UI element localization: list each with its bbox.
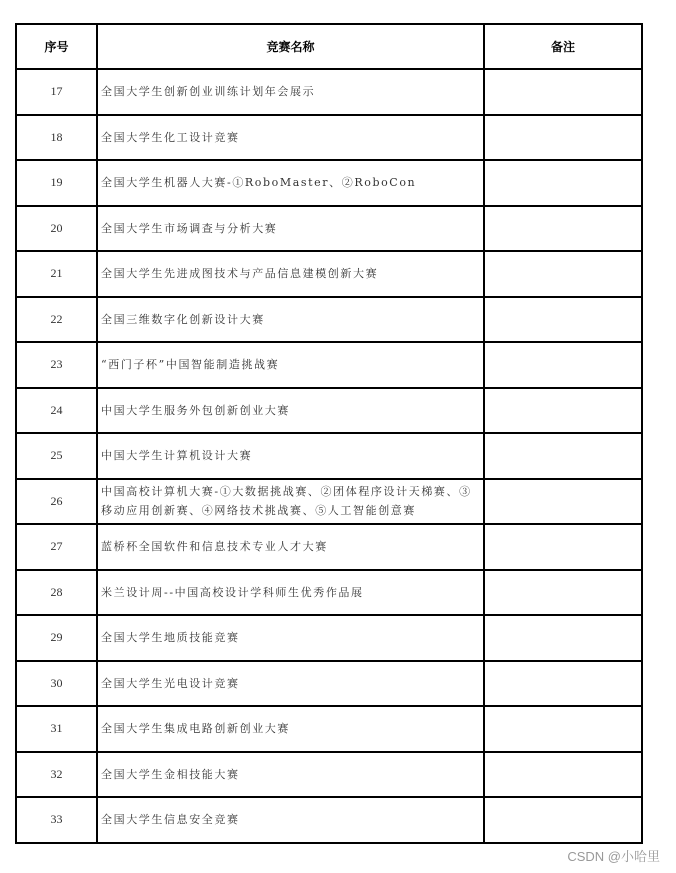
cell-note xyxy=(484,206,642,252)
cell-num: 30 xyxy=(16,661,97,707)
table-row xyxy=(16,251,642,297)
cell-note xyxy=(484,433,642,479)
cell-num: 25 xyxy=(16,433,97,479)
cell-note xyxy=(484,661,642,707)
cell-note xyxy=(484,570,642,616)
cell-note xyxy=(484,752,642,798)
table-row xyxy=(16,479,642,525)
competition-table xyxy=(15,23,643,844)
cell-name: 全国大学生集成电路创新创业大赛 xyxy=(97,706,484,752)
cell-name: 全国大学生信息安全竞赛 xyxy=(97,797,484,843)
header-row xyxy=(16,24,642,69)
cell-note xyxy=(484,297,642,343)
table-row xyxy=(16,661,642,707)
table-row xyxy=(16,69,642,115)
cell-note xyxy=(484,342,642,388)
watermark: CSDN @小哈里 xyxy=(567,849,660,864)
cell-num: 32 xyxy=(16,752,97,798)
cell-num: 29 xyxy=(16,615,97,661)
table-row xyxy=(16,433,642,479)
cell-name: “西门子杯”中国智能制造挑战赛 xyxy=(97,342,484,388)
cell-num: 23 xyxy=(16,342,97,388)
table-row xyxy=(16,297,642,343)
table-row xyxy=(16,342,642,388)
cell-note xyxy=(484,524,642,570)
cell-num: 27 xyxy=(16,524,97,570)
cell-name: 中国大学生计算机设计大赛 xyxy=(97,433,484,479)
cell-num: 18 xyxy=(16,115,97,161)
header-note: 备注 xyxy=(484,24,642,69)
cell-name: 全国三维数字化创新设计大赛 xyxy=(97,297,484,343)
cell-num: 21 xyxy=(16,251,97,297)
cell-num: 20 xyxy=(16,206,97,252)
cell-name: 全国大学生创新创业训练计划年会展示 xyxy=(97,69,484,115)
header-name: 竞赛名称 xyxy=(97,24,484,69)
cell-name: 全国大学生金相技能大赛 xyxy=(97,752,484,798)
cell-num: 33 xyxy=(16,797,97,843)
cell-num: 17 xyxy=(16,69,97,115)
table-row xyxy=(16,388,642,434)
cell-name: 全国大学生市场调查与分析大赛 xyxy=(97,206,484,252)
header-num: 序号 xyxy=(16,24,97,69)
cell-note xyxy=(484,160,642,206)
table-row xyxy=(16,706,642,752)
cell-note xyxy=(484,797,642,843)
cell-name: 全国大学生地质技能竞赛 xyxy=(97,615,484,661)
cell-name: 中国大学生服务外包创新创业大赛 xyxy=(97,388,484,434)
cell-name: 全国大学生光电设计竞赛 xyxy=(97,661,484,707)
table-row xyxy=(16,797,642,843)
table-row xyxy=(16,524,642,570)
table-row xyxy=(16,206,642,252)
cell-num: 26 xyxy=(16,479,97,525)
cell-num: 24 xyxy=(16,388,97,434)
cell-name: 全国大学生机器人大赛-①RoboMaster、②RoboCon xyxy=(97,160,484,206)
table-row xyxy=(16,160,642,206)
cell-note xyxy=(484,479,642,525)
cell-note xyxy=(484,706,642,752)
table-row xyxy=(16,570,642,616)
cell-note xyxy=(484,251,642,297)
cell-name: 米兰设计周--中国高校设计学科师生优秀作品展 xyxy=(97,570,484,616)
cell-name: 全国大学生先进成图技术与产品信息建模创新大赛 xyxy=(97,251,484,297)
cell-num: 22 xyxy=(16,297,97,343)
cell-name: 蓝桥杯全国软件和信息技术专业人才大赛 xyxy=(97,524,484,570)
cell-name: 中国高校计算机大赛-①大数据挑战赛、②团体程序设计天梯赛、③移动应用创新赛、④网络技术挑战赛、⑤人工智能创意赛 xyxy=(97,479,484,525)
table-row xyxy=(16,115,642,161)
cell-note xyxy=(484,615,642,661)
table-row xyxy=(16,752,642,798)
cell-note xyxy=(484,69,642,115)
cell-num: 19 xyxy=(16,160,97,206)
cell-note xyxy=(484,388,642,434)
cell-note xyxy=(484,115,642,161)
cell-num: 31 xyxy=(16,706,97,752)
cell-num: 28 xyxy=(16,570,97,616)
table-row xyxy=(16,615,642,661)
cell-name: 全国大学生化工设计竞赛 xyxy=(97,115,484,161)
